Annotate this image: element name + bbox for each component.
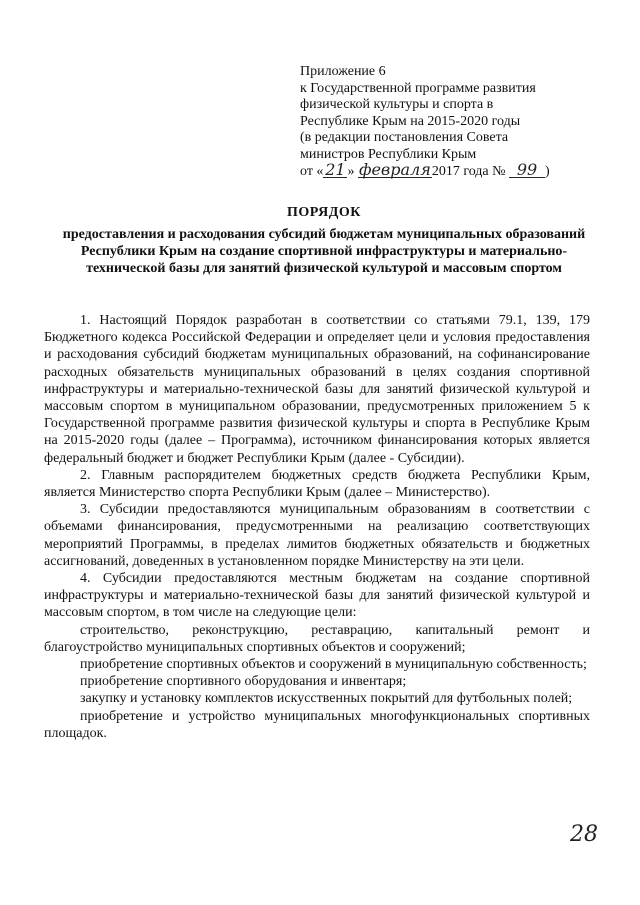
- date-month-handwritten: февраля: [358, 160, 431, 179]
- document-subtitle: предоставления и расходования субсидий бюджетам муниципальных образований Республики Крым на создание спортивной инфраструктуры и материально-технической базы для занятий физической культурой и массовым спортом: [62, 227, 586, 276]
- appendix-header: [300, 64, 600, 181]
- paragraph-3: 3. Субсидии предоставляются муниципальным образованиям в соответствии с объемами финансирования, предусмотренными на реализацию соответствующих мероприятий Программы, в пределах лимитов бюджетных обязательств и бюджетных ассигнований, доведенных в установленном порядке Министерству на эти цели.: [44, 502, 590, 569]
- list-item-playgrounds: приобретение и устройство муниципальных многофункциональных спортивных площадок.: [44, 708, 590, 741]
- document-body: [44, 312, 590, 742]
- list-item-equipment: приобретение спортивного оборудования и инвентаря;: [80, 674, 407, 690]
- list-item-acquisition: приобретение спортивных объектов и сооружений в муниципальную собственность;: [80, 657, 587, 673]
- appendix-line-1: Приложение 6: [300, 64, 386, 79]
- paragraph-4: 4. Субсидии предоставляются местным бюджетам на создание спортивной инфраструктуры и материально-технической базы для занятий физической культурой и массовым спортом, в том числе на следующие цели:: [44, 571, 590, 621]
- document-title: ПОРЯДОК: [287, 205, 361, 220]
- appendix-date-line: [300, 160, 600, 181]
- list-item-construction: строительство, реконструкцию, реставрацию, капитальный ремонт и благоустройство муниципальных спортивных объектов и сооружений;: [44, 622, 590, 655]
- appendix-line-2: к Государственной программе развития: [300, 80, 536, 96]
- decree-number-handwritten: 99: [509, 163, 545, 178]
- paragraph-1: 1. Настоящий Порядок разработан в соответствии со статьями 79.1, 139, 179 Бюджетного кодекса Российской Федерации и определяет цели и условия предоставления и расходования субсидий бюджетам муниципальных образований, на софинансирование расходных обязательств муниципальных образований в целях создания спортивной инфраструктуры и материально-технической базы для занятий физической культурой и массовым спортом в муниципальном образовании, предусмотренных приложением 5 к Государственной программе развития физической культуры и спорта в Республике Крым на 2015-2020 годы (далее – Программа), источником финансирования которых является федеральный бюджет и бюджет Республики Крым (далее - Субсидии).: [44, 313, 590, 466]
- appendix-line-5: (в редакции постановления Совета: [300, 130, 509, 145]
- date-year-text: 2017 года №: [431, 164, 506, 179]
- paragraph-2: 2. Главным распорядителем бюджетных средств бюджета Республики Крым, является Министерство спорта Республики Крым (далее – Министерство).: [44, 467, 590, 501]
- appendix-line-6: министров Республики Крым: [300, 146, 477, 162]
- date-prefix: от «: [300, 164, 324, 179]
- date-close-paren: ): [545, 164, 550, 179]
- date-day-handwritten: 21: [325, 160, 346, 179]
- appendix-line-4: Республике Крым на 2015-2020 годы: [300, 113, 521, 129]
- date-quote-close: »: [347, 164, 355, 179]
- list-item-turf: закупку и установку комплектов искусственных покрытий для футбольных полей;: [80, 691, 573, 707]
- appendix-line-3: физической культуры и спорта в: [300, 97, 494, 112]
- handwritten-page-number: 28: [570, 822, 598, 847]
